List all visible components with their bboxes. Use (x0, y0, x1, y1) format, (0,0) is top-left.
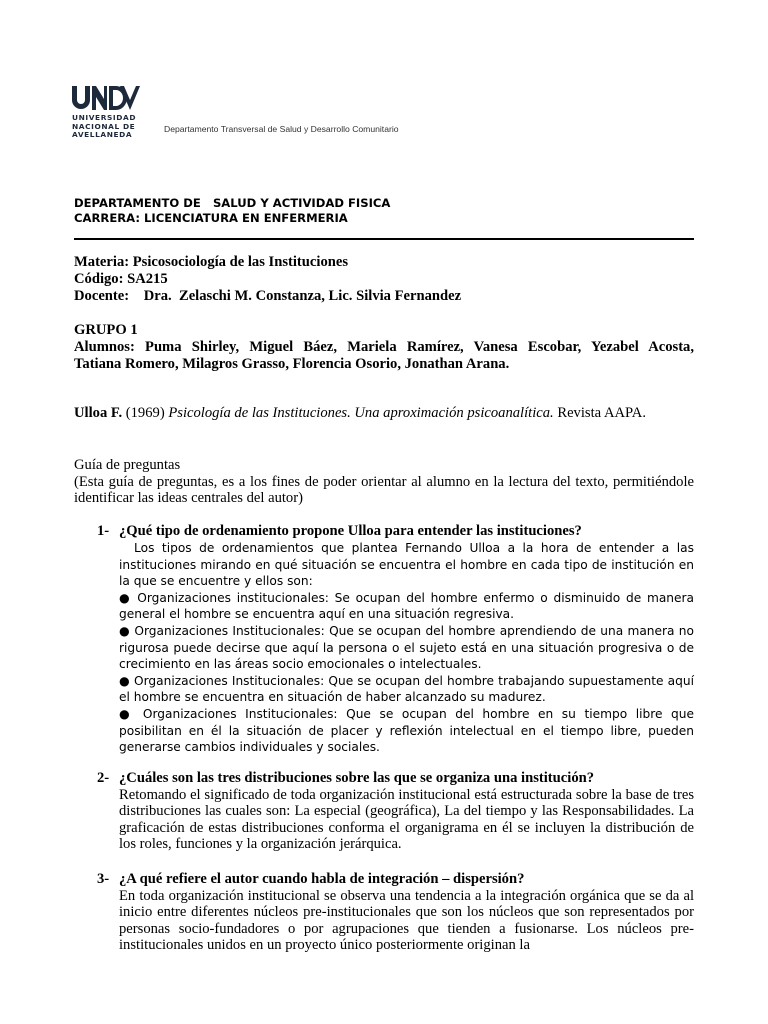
department-caption: Departamento Transversal de Salud y Desarrollo Comunitario (164, 124, 399, 134)
question-2-title (97, 770, 694, 787)
question-1-text: ¿Qué tipo de ordenamiento propone Ulloa para entender las instituciones? (119, 523, 582, 539)
university-logo (72, 86, 152, 140)
guide-description: (Esta guía de preguntas, es a los fines de poder orientar al alumno en la lectura del texto, permitiéndole identificar las ideas centrales del autor) (74, 473, 694, 506)
answer-1-bullet-2: ● Organizaciones Institucionales: Que se ocupan del hombre aprendiendo de una manera no rigurosa puede decirse que aquí la persona o el sujeto está en una situación progresiva o de crecimiento en las áreas socio emocionales o intelectuales. (119, 623, 694, 672)
question-1-answer (119, 540, 698, 756)
reference-publisher: Revista AAPA. (553, 405, 646, 421)
answer-1-bullet-4: ● Organizaciones Institucionales: Que se ocupan del hombre en su tiempo libre que posibilitan en él la situación de placer y reflexión intelectual en el tiempo libre, pueden generarse cambios individuales y sociales. (119, 706, 694, 755)
reference-year: (1969) (122, 405, 169, 421)
course-info (74, 254, 461, 305)
course-teachers: Docente: Dra. Zelaschi M. Constanza, Lic. Silvia Fernandez (74, 288, 462, 304)
question-3-title (97, 871, 694, 888)
question-3-number: 3- (97, 871, 110, 887)
question-1-number: 1- (97, 523, 110, 539)
department-heading (74, 196, 390, 225)
logo-line-2: NACIONAL DE (72, 121, 136, 131)
undav-logo-icon (72, 86, 140, 110)
group-students-line-1: Alumnos: Puma Shirley, Miguel Báez, Mariela Ramírez, Vanesa Escobar, Yezabel Acosta, (74, 339, 694, 355)
guide-title: Guía de preguntas (74, 457, 181, 473)
course-code: Código: SA215 (74, 271, 168, 287)
question-2-number: 2- (97, 770, 110, 786)
reference-title: Psicología de las Instituciones. Una aproximación psicoanalítica. (168, 405, 554, 421)
question-3-text: ¿A qué refiere el autor cuando habla de integración – dispersión? (119, 871, 525, 887)
question-2-text: ¿Cuáles son las tres distribuciones sobre las que se organiza una institución? (119, 770, 595, 786)
question-1 (97, 523, 698, 756)
logo-line-1: UNIVERSIDAD (72, 113, 137, 122)
question-3 (97, 871, 694, 954)
group-title: GRUPO 1 (74, 322, 138, 338)
answer-1-intro: Los tipos de ordenamientos que plantea Fernando Ulloa a la hora de entender a las instituciones mirando en qué situación se encuentra el hombre en cada tipo de institución en la que se encuentre y ellos son: (119, 541, 698, 589)
logo-line-3: AVELLANEDA (72, 130, 133, 140)
answer-1-bullet-1: ● Organizaciones institucionales: Se ocupan del hombre enfermo o disminuido de manera general el hombre se encuentra aquí en una situación regresiva. (119, 590, 694, 622)
group-students-line-2: Tatiana Romero, Milagros Grasso, Florencia Osorio, Jonathan Arana. (74, 356, 510, 372)
career-line: CARRERA: LICENCIATURA EN ENFERMERIA (74, 210, 348, 225)
answer-2: Retomando el significado de toda organización institucional está estructurada sobre la base de tres distribuciones las cuales son: La especial (geográfica), La del tiempo y las Responsabilidades. La graficación de estas distribuciones conforma el organigrama en él se incluyen la distribución de los roles, funciones y la organización jerárquica. (119, 787, 694, 853)
question-2 (97, 770, 694, 853)
group-info (74, 322, 694, 373)
bibliographic-reference (74, 405, 646, 422)
divider (74, 238, 694, 240)
question-guide (74, 457, 694, 507)
question-1-title (97, 523, 694, 540)
answer-3: En toda organización institucional se observa una tendencia a la integración orgánica que se da al inicio entre diferentes núcleos pre-institucionales que son los núcleos que son representados por personas socio-fundadores o por agrupaciones que tienden a fusionarse. Los núcleos pre-institucionales unidos en un proyecto único posteriormente originan la (119, 888, 694, 954)
answer-1-bullet-3: ● Organizaciones Institucionales: Que se ocupan del hombre trabajando supuestamente aquí el hombre se encuentra en situación de haber alcanzado su madurez. (119, 673, 694, 705)
reference-author: Ulloa F. (74, 405, 123, 421)
course-subject: Materia: Psicosociología de las Instituciones (74, 254, 349, 270)
department-line: DEPARTAMENTO DE SALUD Y ACTIVIDAD FISICA (74, 196, 391, 210)
